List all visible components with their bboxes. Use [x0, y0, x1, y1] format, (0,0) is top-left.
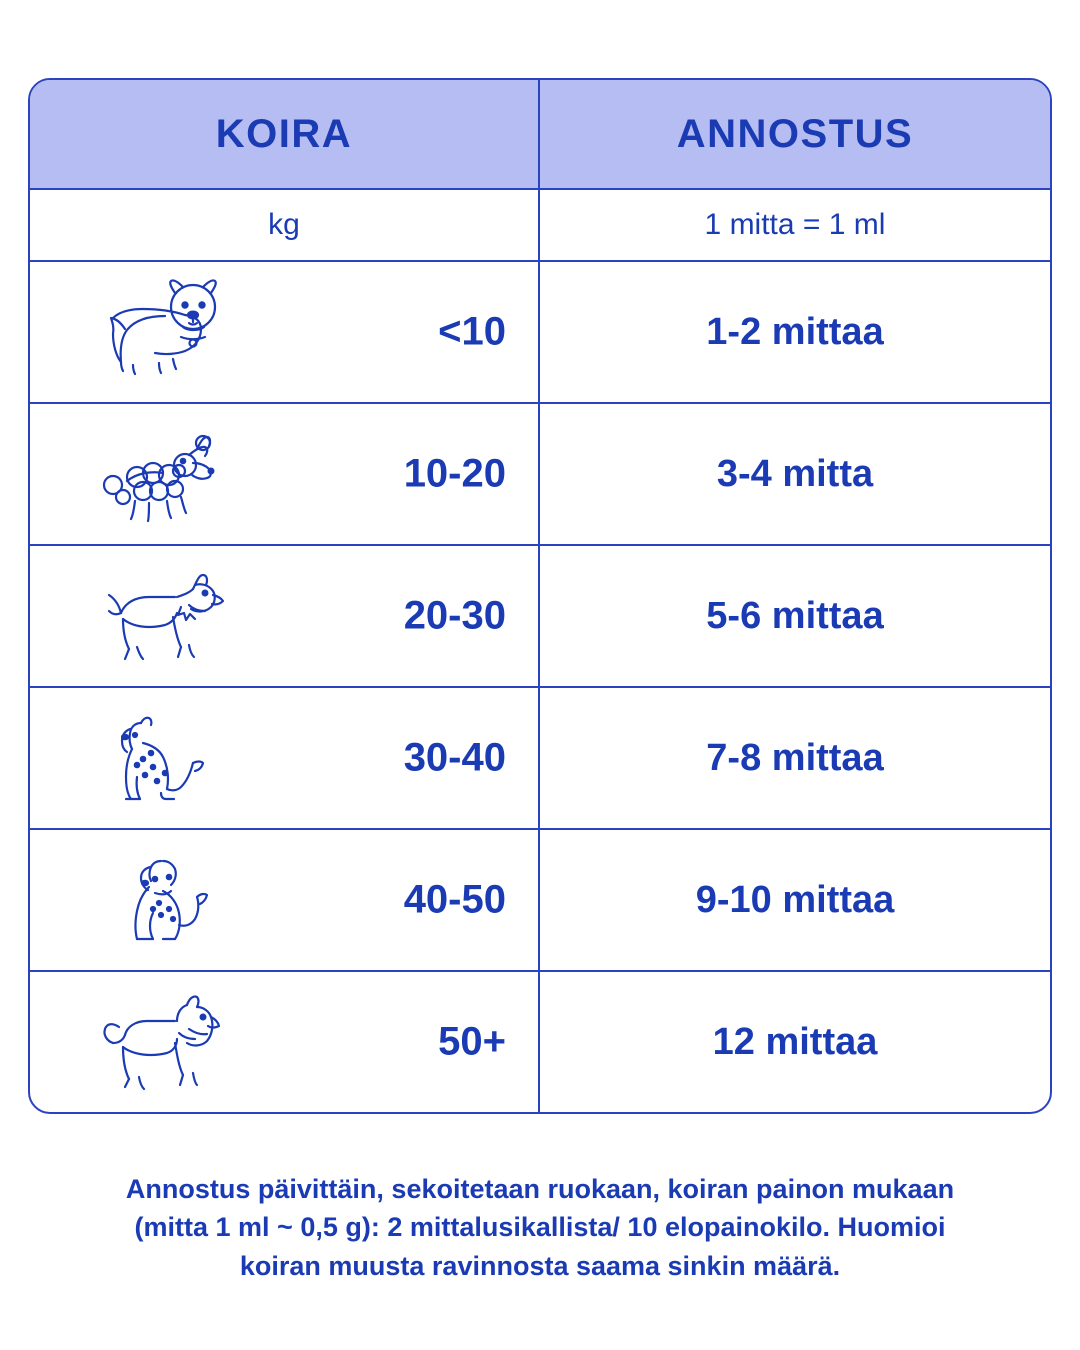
header-label-dosage: ANNOSTUS — [676, 111, 914, 156]
header-label-dog: KOIRA — [215, 111, 353, 156]
table-row — [30, 404, 1050, 546]
subheader-cell-measure — [540, 190, 1050, 260]
row-dose-label: 1-2 mittaa — [706, 310, 884, 353]
footnote-line-1: Annostus päivittäin, sekoitetaan ruokaan, koiran painon mukaan — [125, 1174, 955, 1204]
row-dog-cell — [30, 404, 540, 544]
poodle-dog-icon — [92, 414, 232, 534]
row-dog-cell — [30, 262, 540, 402]
row-dose-cell — [540, 262, 1050, 402]
table-header-row — [30, 80, 1050, 190]
small-dog-icon — [92, 272, 232, 392]
row-dog-cell — [30, 688, 540, 828]
row-weight-label: 10-20 — [403, 451, 506, 496]
footnote-line-3: koiran muusta ravinnosta saama sinkin määrä. — [239, 1250, 841, 1281]
subheader-label-kg: kg — [268, 208, 300, 241]
header-cell-dosage — [540, 80, 1050, 188]
row-weight-label: 20-30 — [403, 593, 506, 638]
row-weight-label: 40-50 — [403, 877, 506, 922]
sitting-dog-icon — [92, 840, 232, 960]
row-dose-label: 5-6 mittaa — [706, 594, 884, 637]
row-dog-cell — [30, 830, 540, 970]
row-dose-label: 7-8 mittaa — [706, 736, 884, 779]
row-dose-cell — [540, 830, 1050, 970]
row-dose-cell — [540, 404, 1050, 544]
row-dose-label: 12 mittaa — [712, 1020, 878, 1063]
footnote-line-2: (mitta 1 ml ~ 0,5 g): 2 mittalusikallista/ 10 elopainokilo. Huomioi — [134, 1212, 946, 1243]
header-cell-dog — [30, 80, 540, 188]
subheader-label-measure: 1 mitta = 1 ml — [704, 208, 886, 241]
row-dose-cell — [540, 972, 1050, 1112]
large-dog-icon — [92, 982, 232, 1102]
dosage-table — [28, 78, 1052, 1114]
row-dog-cell — [30, 972, 540, 1112]
dalmatian-dog-icon — [92, 698, 232, 818]
subheader-cell-unit — [30, 190, 540, 260]
table-row — [30, 972, 1050, 1112]
row-dog-cell — [30, 546, 540, 686]
table-row — [30, 262, 1050, 404]
table-row — [30, 830, 1050, 972]
table-subheader-row — [30, 190, 1050, 262]
table-row — [30, 688, 1050, 830]
standing-dog-icon — [92, 556, 232, 676]
row-weight-label: <10 — [438, 309, 506, 354]
row-dose-label: 3-4 mitta — [716, 452, 874, 495]
row-weight-label: 50+ — [438, 1019, 506, 1064]
table-row — [30, 546, 1050, 688]
row-dose-cell — [540, 546, 1050, 686]
row-dose-label: 9-10 mittaa — [695, 878, 895, 921]
row-weight-label: 30-40 — [403, 735, 506, 780]
row-dose-cell — [540, 688, 1050, 828]
footnote — [28, 1170, 1052, 1285]
